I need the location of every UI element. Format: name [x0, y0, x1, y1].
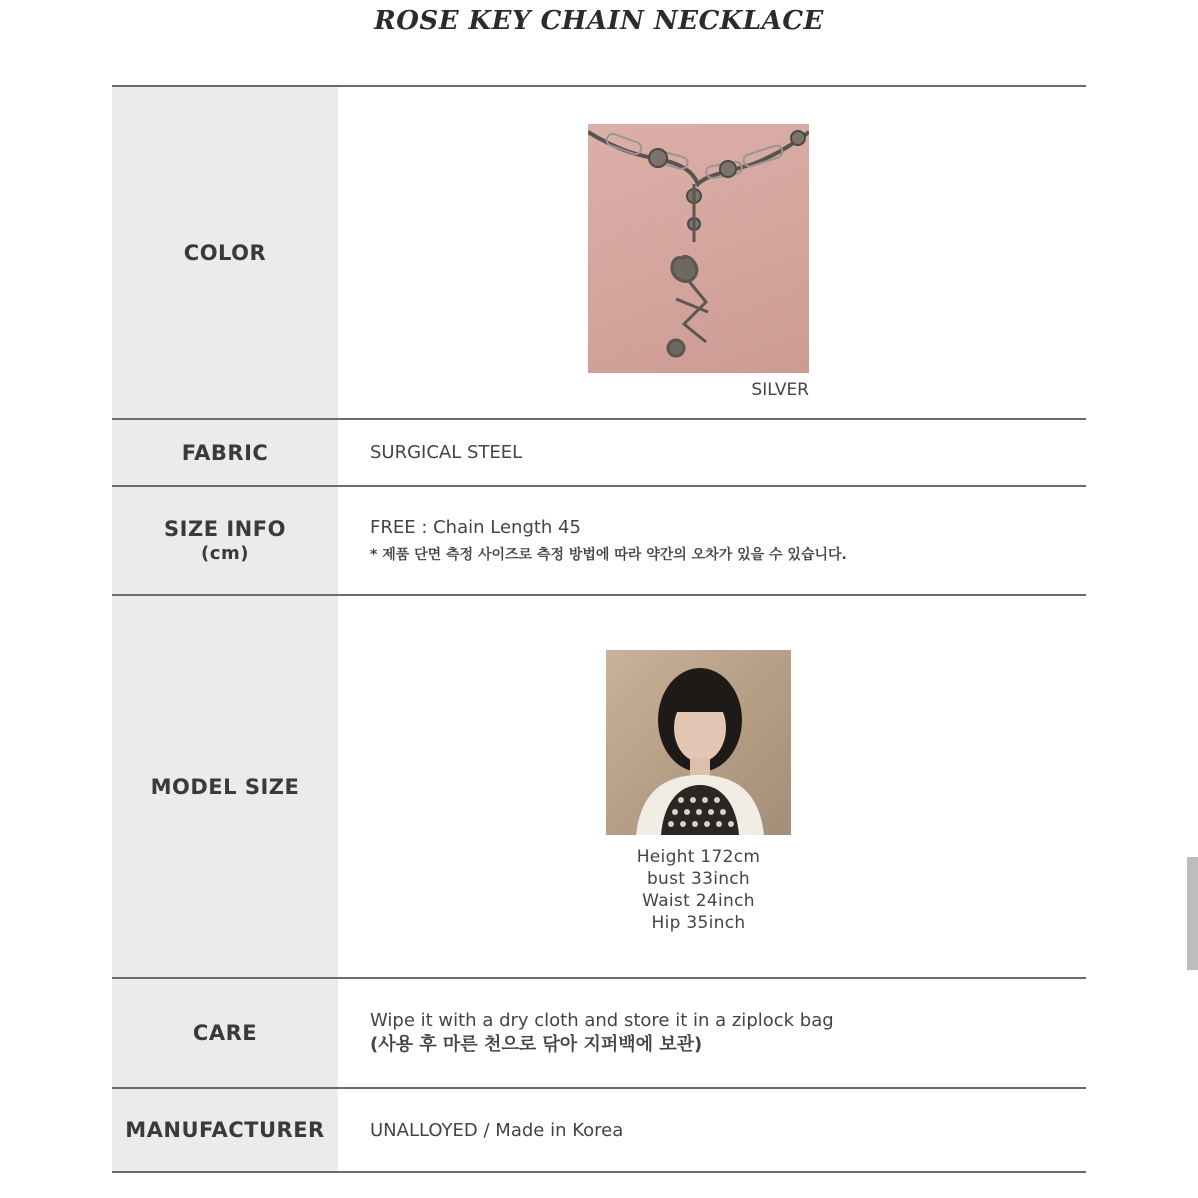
model-height: Height 172cm [636, 847, 761, 867]
care-instruction-en: Wipe it with a dry cloth and store it in a ziplock bag [370, 1010, 834, 1031]
fabric-label [112, 420, 338, 485]
care-value [338, 979, 1086, 1087]
row-fabric [112, 418, 1086, 485]
model-waist: Waist 24inch [642, 891, 755, 911]
manufacturer-label [112, 1089, 338, 1171]
size-info-label [112, 487, 338, 594]
row-manufacturer [112, 1087, 1086, 1173]
model-hip: Hip 35inch [651, 913, 746, 933]
product-spec-table [112, 85, 1086, 1173]
care-label [112, 979, 338, 1087]
size-info-value [338, 487, 1086, 594]
scrollbar-thumb[interactable] [1187, 857, 1198, 970]
manufacturer-label-text: MANUFACTURER [125, 1118, 325, 1142]
model-photo [606, 650, 791, 835]
row-care [112, 977, 1086, 1087]
size-info-label-text: SIZE INFO [164, 517, 286, 541]
row-color [112, 85, 1086, 418]
fabric-label-text: FABRIC [181, 440, 269, 465]
manufacturer-value [338, 1089, 1086, 1171]
model-measurements [606, 846, 791, 934]
model-bust: bust 33inch [646, 869, 751, 889]
care-instruction-ko: (사용 후 마른 천으로 닦아 지퍼백에 보관) [370, 1034, 703, 1055]
necklace-product-photo [588, 124, 809, 373]
fabric-value-text: SURGICAL STEEL [370, 442, 523, 463]
color-label-text: COLOR [183, 240, 267, 265]
model-size-label [112, 596, 338, 977]
size-value-text: FREE : Chain Length 45 [370, 517, 581, 538]
care-label-text: CARE [192, 1021, 258, 1045]
color-label [112, 87, 338, 418]
size-note: * 제품 단면 측정 사이즈로 측정 방법에 따라 약간의 오차가 있을 수 있습니다. [370, 547, 847, 563]
necklace-illustration [588, 124, 809, 373]
model-illustration [606, 650, 791, 835]
manufacturer-value-text: UNALLOYED / Made in Korea [370, 1119, 624, 1141]
fabric-value [338, 420, 1086, 485]
row-size-info [112, 485, 1086, 594]
color-caption: SILVER [751, 380, 809, 400]
size-info-unit: (cm) [201, 543, 249, 564]
model-size-label-text: MODEL SIZE [150, 774, 300, 799]
row-model-size [112, 594, 1086, 977]
page-title: ROSE KEY CHAIN NECKLACE [374, 6, 824, 36]
